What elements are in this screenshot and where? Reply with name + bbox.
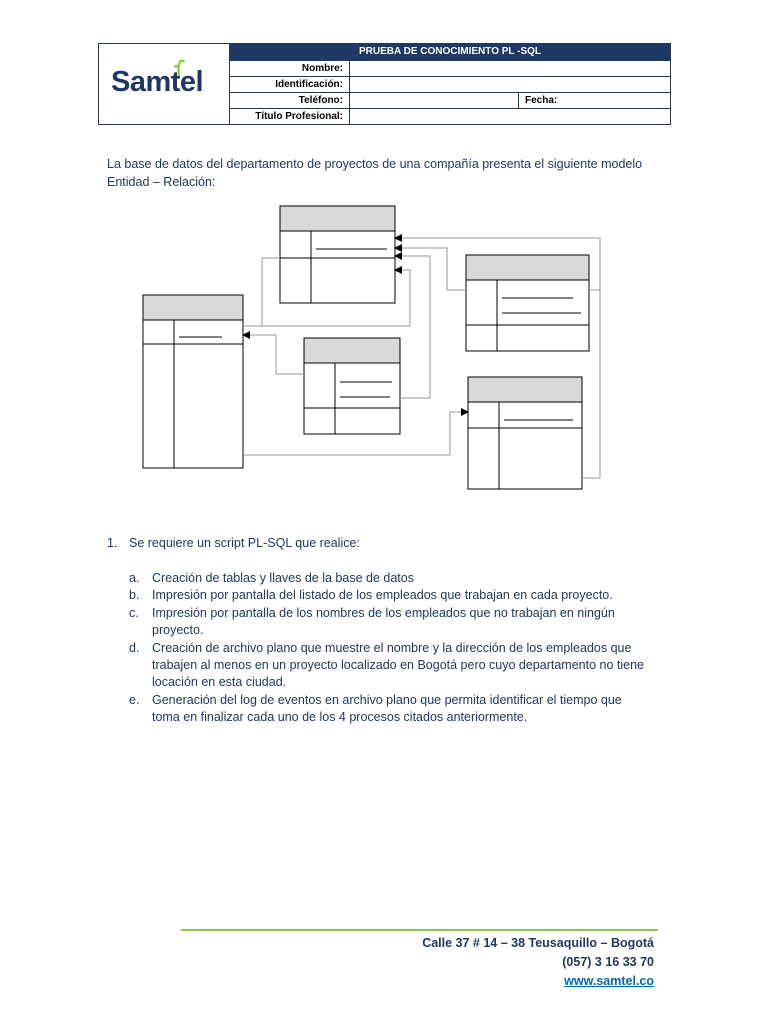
- entity-box: [466, 255, 589, 351]
- footer: [422, 934, 654, 991]
- footer-website-link[interactable]: www.samtel.co: [564, 974, 654, 988]
- identificacion-label: Identificación:: [230, 77, 350, 92]
- entity-box: [304, 338, 400, 434]
- list-item: d. Creación de archivo plano que muestre el nombre y la dirección de los empleados que trabajen al menos en un proyecto localizado en Bogotá pero cuyo departamento no tiene locación en esta ciudad.: [129, 640, 644, 690]
- telefono-label: Teléfono:: [230, 93, 350, 108]
- list-item: e. Generación del log de eventos en archivo plano que permita identificar el tiempo que toma en finalizar cada uno de los 4 procesos citados anteriormente.: [129, 692, 622, 725]
- list-item: c. Impresión por pantalla de los nombres de los empleados que no trabajan en ningún proyecto.: [129, 605, 615, 638]
- document-title: PRUEBA DE CONOCIMIENTO PL -SQL: [230, 44, 670, 60]
- question-number: 1.: [107, 536, 118, 550]
- fecha-label: Fecha:: [518, 93, 670, 108]
- entity-box: [468, 377, 582, 489]
- intro-paragraph: La base de datos del departamento de proyectos de una compañía presenta el siguiente modelo Entidad – Relación:: [107, 157, 643, 189]
- titulo-profesional-label: Título Profesional:: [230, 109, 350, 124]
- relation-line: [243, 258, 280, 326]
- entity-box: [143, 295, 243, 468]
- relation-line: [243, 335, 304, 374]
- samtel-logo: Samtel: [111, 66, 204, 98]
- footer-divider: [181, 929, 658, 931]
- footer-address: Calle 37 # 14 – 38 Teusaquillo – Bogotá: [422, 936, 654, 950]
- question-text: Se requiere un script PL-SQL que realice:: [129, 536, 360, 550]
- list-item: a. Creación de tablas y llaves de la base de datos: [129, 571, 414, 585]
- requirement-list: [129, 570, 649, 727]
- entity-box: [280, 206, 395, 303]
- list-item: b. Impresión por pantalla del listado de los empleados que trabajan en cada proyecto.: [129, 588, 613, 603]
- nombre-label: Nombre:: [230, 61, 350, 76]
- footer-phone: (057) 3 16 33 70: [562, 955, 654, 969]
